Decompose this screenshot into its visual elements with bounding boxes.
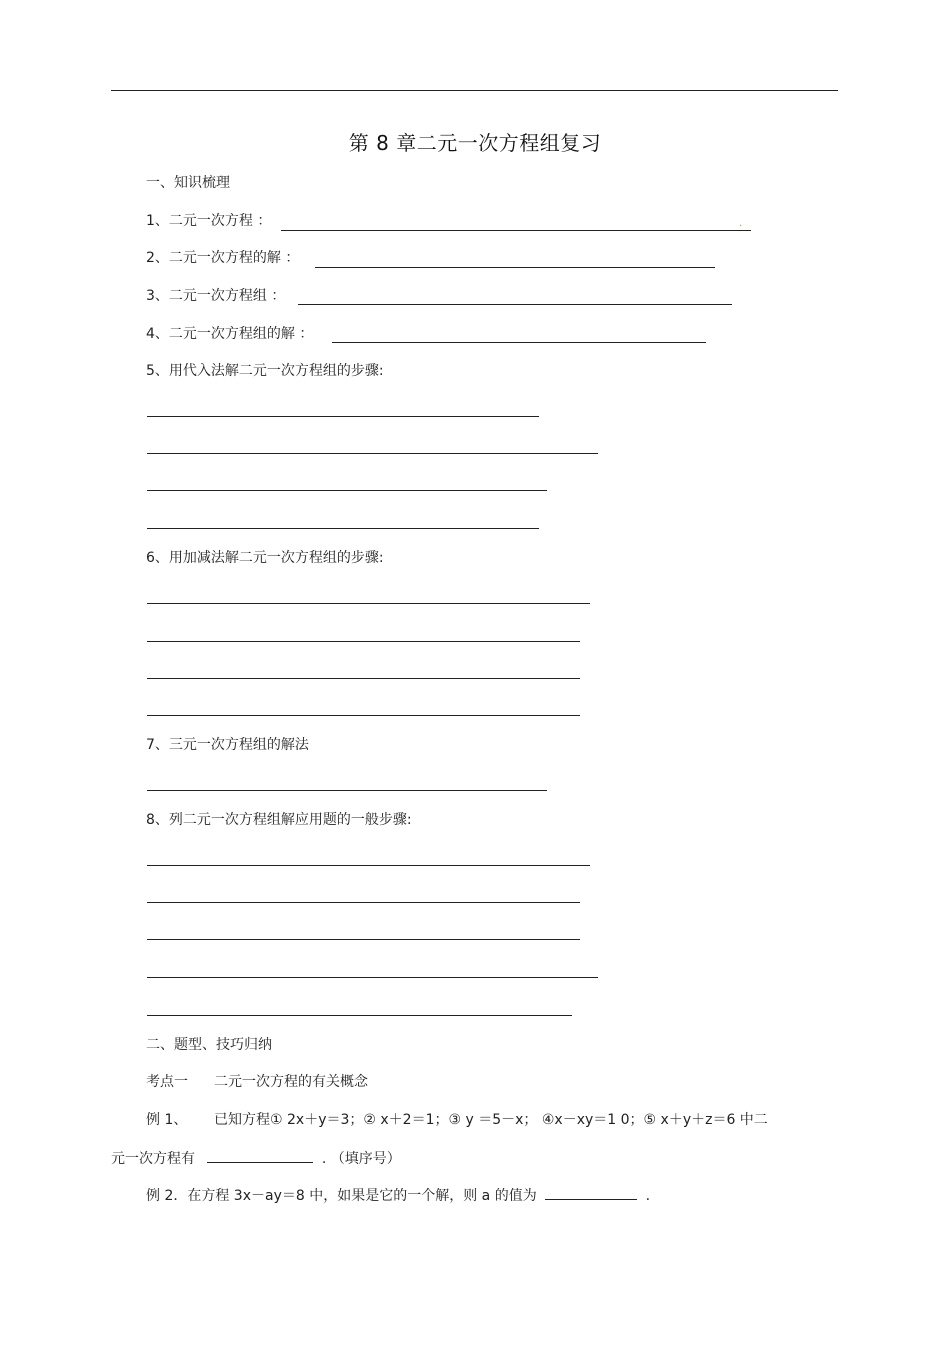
item-7-label: 7、三元一次方程组的解法 [146,737,309,753]
item-4-label: 4、二元一次方程组的解 ： [146,326,314,342]
answer-line-6a[interactable] [147,603,590,604]
answer-line-6c[interactable] [147,678,580,679]
kaodian-1-text: 二元一次方程的有关概念 [214,1074,368,1090]
item-3-label: 3、二元一次方程组 ： [146,288,286,304]
answer-line-5c[interactable] [147,490,547,491]
section-heading-techniques: 二、题型、技巧归纳 [146,1037,272,1053]
example-1-line2-suffix: . （填序号） [321,1151,401,1167]
example-2-suffix: . [645,1188,651,1204]
answer-line-2[interactable] [315,267,715,268]
item-6-label: 6、用加减法解二元一次方程组的步骤: [146,550,384,566]
example-2-answer-blank[interactable] [545,1185,637,1200]
item-1-mark: . [739,218,743,229]
header-rule [111,90,838,91]
answer-line-8a[interactable] [147,865,590,866]
example-2-prefix: 例 2．在方程 3x－ay＝8 中，如果是它的一个解，则 a 的值为 [146,1188,537,1204]
answer-line-5b[interactable] [147,453,598,454]
section-heading-knowledge: 一、知识梳理 [146,175,230,191]
example-1-line1: 已知方程① 2x＋y＝3；② x＋2＝1；③ y ＝5－x； ④x－xy＝1 0；⑤ x＋y＋z＝6 中二 [214,1112,768,1128]
item-8-label: 8、列二元一次方程组解应用题的一般步骤: [146,812,412,828]
answer-line-7[interactable] [147,790,547,791]
answer-line-5d[interactable] [147,528,539,529]
example-1-label: 例 1、 [146,1112,188,1128]
item-5-label: 5、用代入法解二元一次方程组的步骤: [146,363,384,379]
item-2-label: 2、二元一次方程的解 ： [146,250,300,266]
answer-line-3[interactable] [298,304,732,305]
answer-line-4[interactable] [332,342,706,343]
answer-line-8d[interactable] [147,977,598,978]
answer-line-5a[interactable] [147,416,539,417]
example-1-line2 [111,1148,401,1168]
kaodian-1-label: 考点一 [146,1074,188,1090]
answer-line-8e[interactable] [147,1015,572,1016]
example-1-line2-prefix: 元一次方程有 [111,1151,195,1167]
answer-line-8b[interactable] [147,902,580,903]
example-2 [146,1185,650,1205]
example-1-answer-blank[interactable] [207,1148,313,1163]
answer-line-1[interactable] [281,230,751,231]
answer-line-6b[interactable] [147,641,580,642]
page-title: 第 8 章二元一次方程组复习 [348,131,602,155]
item-1-label: 1、二元一次方程 ： [146,213,272,229]
answer-line-8c[interactable] [147,939,580,940]
answer-line-6d[interactable] [147,715,580,716]
